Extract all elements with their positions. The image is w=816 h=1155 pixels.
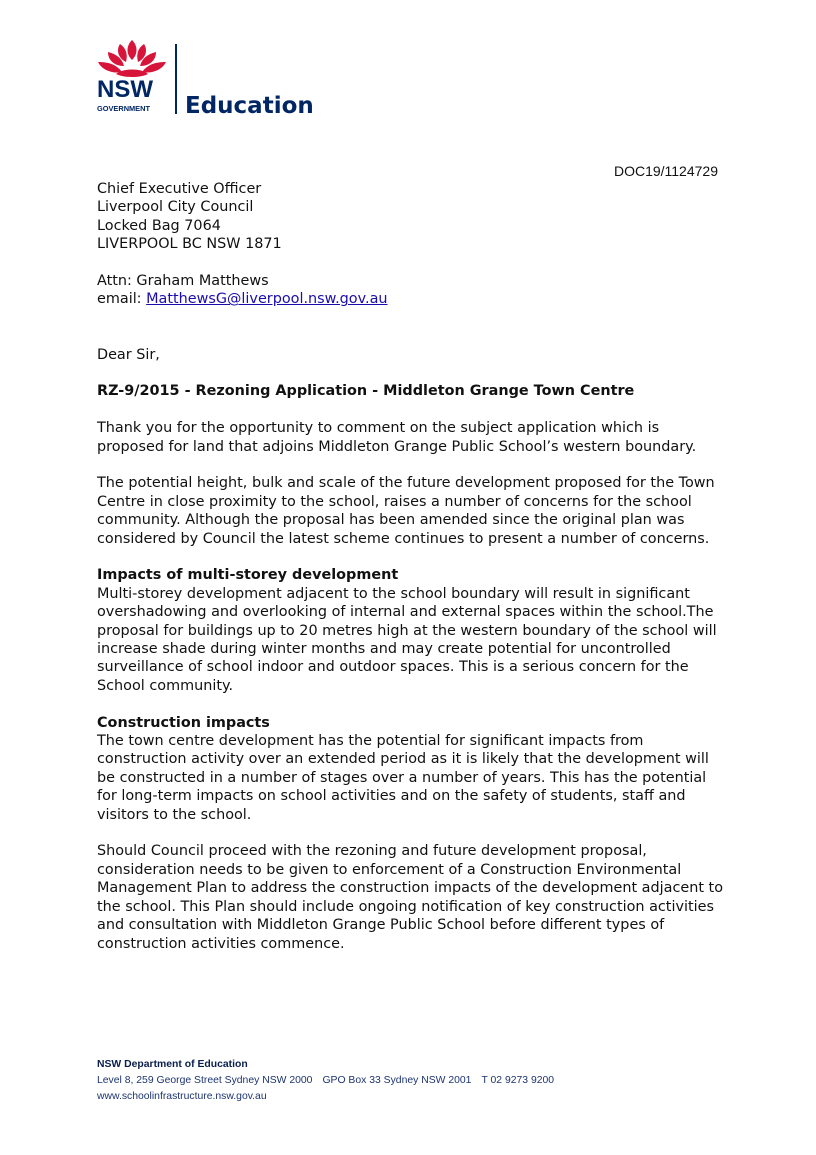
letter-body <box>97 180 729 953</box>
waratah-icon <box>98 40 166 77</box>
attention-line: Attn: Graham Matthews <box>97 273 269 290</box>
recipient-line: Liverpool City Council <box>97 199 254 216</box>
footer-contact <box>97 1073 717 1089</box>
paragraph: Multi-storey development adjacent to the school boundary will result in significant overshadowing and overlooking of internal and external spaces within the school.The proposal for buildings up to 20 metres high at the western boundary of the school will increase shade during winter months and may create potential for uncontrolled surveillance of school indoor and outdoor spaces. This is a serious concern for the School community. <box>97 585 717 694</box>
logo-divider <box>175 44 177 114</box>
logo-nsw-text: NSW <box>97 76 153 103</box>
logo-education-text: Education <box>185 93 314 118</box>
recipient-line: Chief Executive Officer <box>97 181 262 197</box>
email-label: email: <box>97 291 147 308</box>
logo-government-text: GOVERNMENT <box>97 104 150 113</box>
nsw-education-logo <box>96 38 316 118</box>
email-link[interactable]: MatthewsG@liverpool.nsw.gov.au <box>146 291 388 308</box>
recipient-line: Locked Bag 7064 <box>97 217 221 234</box>
recipient-address <box>97 180 729 309</box>
paragraph: Should Council proceed with the rezoning and future development proposal, consideration needs to be given to enforcement of a Construction Environmental Management Plan to address the construction impacts of the development adjacent to the school. This Plan should include ongoing notification of key construction activities and consultation with Middleton Grange Public School before different types of construction activities commence. <box>97 843 724 952</box>
footer-org: NSW Department of Education <box>97 1059 248 1070</box>
document-reference: DOC19/1124729 <box>613 163 718 179</box>
footer-phone: T 02 9273 9200 <box>481 1075 555 1086</box>
section-heading: Construction impacts <box>97 714 270 731</box>
salutation: Dear Sir, <box>97 346 160 363</box>
section-heading: Impacts of multi-storey development <box>97 567 399 584</box>
paragraph: Thank you for the opportunity to comment on the subject application which is proposed for land that adjoins Middleton Grange Public School’s western boundary. <box>97 420 697 455</box>
recipient-line: LIVERPOOL BC NSW 1871 <box>97 236 282 253</box>
footer-address: Level 8, 259 George Street Sydney NSW 2000 <box>97 1075 313 1086</box>
paragraph: The town centre development has the potential for significant impacts from construction activity over an extended period as it is likely that the development will be constructed in a number of stages over a number of years. This has the potential for long-term impacts on school activities and on the safety of students, staff and visitors to the school. <box>97 733 709 823</box>
footer-po-box: GPO Box 33 Sydney NSW 2001 <box>322 1075 472 1086</box>
footer <box>97 1057 717 1105</box>
email-line <box>97 290 729 308</box>
subject-heading: RZ-9/2015 - Rezoning Application - Middleton Grange Town Centre <box>97 383 635 400</box>
footer-website[interactable]: www.schoolinfrastructure.nsw.gov.au <box>97 1091 267 1102</box>
paragraph: The potential height, bulk and scale of the future development proposed for the Town Centre in close proximity to the school, raises a number of concerns for the school community. Although the proposal has been amended since the original plan was considered by Council the latest scheme continues to present a number of concerns. <box>97 475 715 547</box>
